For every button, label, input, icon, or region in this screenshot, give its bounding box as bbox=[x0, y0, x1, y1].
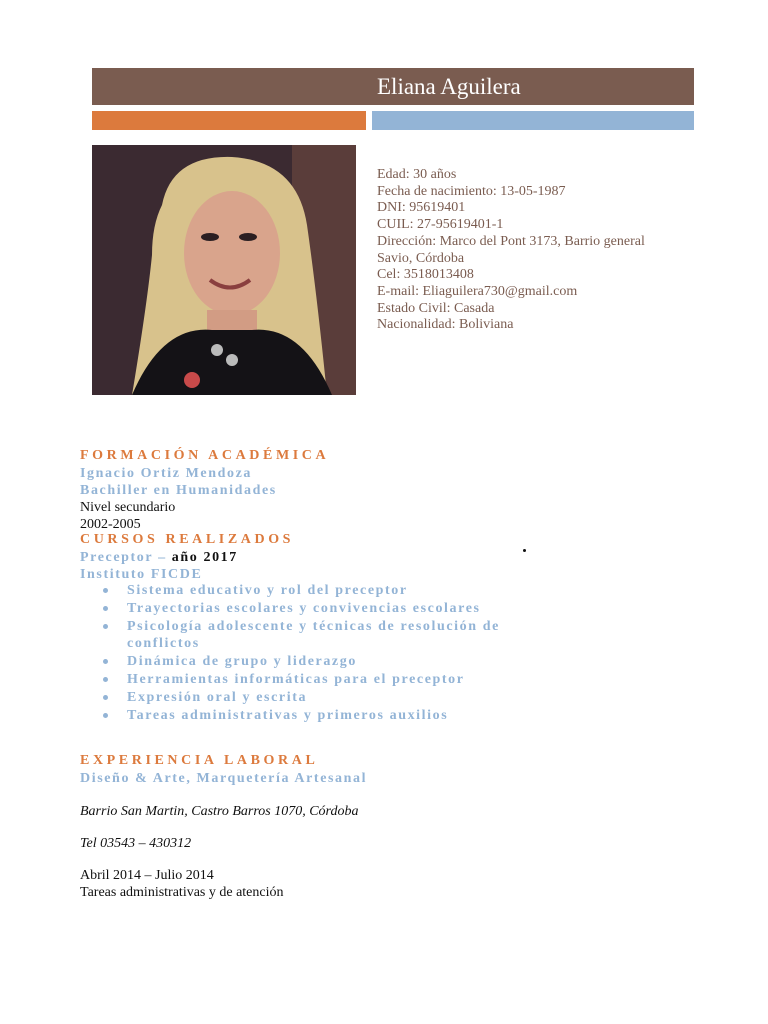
courses-heading: CURSOS REALIZADOS bbox=[80, 532, 295, 547]
list-item bbox=[103, 600, 563, 617]
info-address-city: Savio, Córdoba bbox=[377, 250, 465, 266]
bullet-icon bbox=[103, 713, 108, 718]
list-item bbox=[103, 618, 563, 652]
info-age: Edad: 30 años bbox=[377, 167, 457, 182]
course-title-line bbox=[80, 549, 294, 566]
course-item-text: Psicología adolescente y técnicas de resolución de conflictos bbox=[127, 619, 500, 651]
bullet-icon bbox=[103, 659, 108, 664]
experience-address: Barrio San Martin, Castro Barros 1070, Córdoba bbox=[80, 804, 359, 819]
bullet-icon bbox=[103, 606, 108, 611]
education-level: Nivel secundario bbox=[80, 500, 176, 515]
profile-photo bbox=[92, 145, 356, 395]
info-marital-status: Estado Civil: Casada bbox=[377, 300, 495, 316]
courses-section bbox=[80, 531, 294, 583]
course-item-text: Dinámica de grupo y liderazgo bbox=[127, 654, 357, 669]
experience-company: Diseño & Arte, Marquetería Artesanal bbox=[80, 771, 368, 786]
course-item-text: Tareas administrativas y primeros auxilios bbox=[127, 708, 449, 723]
info-nationality: Nacionalidad: Boliviana bbox=[377, 317, 514, 333]
experience-heading: EXPERIENCIA LABORAL bbox=[80, 753, 319, 768]
experience-tasks: Tareas administrativas y de atención bbox=[80, 885, 284, 900]
info-address: Dirección: Marco del Pont 3173, Barrio general bbox=[377, 233, 645, 249]
course-item-text: Sistema educativo y rol del preceptor bbox=[127, 583, 408, 598]
bullet-icon bbox=[103, 588, 108, 593]
course-item-text: Herramientas informáticas para el preceptor bbox=[127, 672, 465, 687]
education-years: 2002-2005 bbox=[80, 517, 141, 532]
orange-accent-bar bbox=[92, 111, 366, 130]
education-degree: Bachiller en Humanidades bbox=[80, 483, 277, 498]
experience-period: Abril 2014 – Julio 2014 bbox=[80, 868, 214, 883]
stray-dot bbox=[523, 549, 526, 552]
education-section bbox=[80, 447, 329, 533]
experience-phone: Tel 03543 – 430312 bbox=[80, 836, 192, 851]
education-institution: Ignacio Ortiz Mendoza bbox=[80, 466, 253, 481]
bullet-icon bbox=[103, 695, 108, 700]
course-year: año 2017 bbox=[171, 550, 238, 565]
info-dni: DNI: 95619401 bbox=[377, 200, 466, 216]
personal-info bbox=[377, 167, 697, 334]
blue-accent-bar bbox=[372, 111, 694, 130]
info-birthdate: Fecha de nacimiento: 13-05-1987 bbox=[377, 183, 566, 199]
info-email: E-mail: Eliaguilera730@gmail.com bbox=[377, 283, 578, 299]
experience-section bbox=[80, 752, 367, 787]
name-banner bbox=[92, 68, 694, 105]
list-item bbox=[103, 653, 563, 670]
course-institute: Instituto FICDE bbox=[80, 567, 203, 582]
bullet-icon bbox=[103, 624, 108, 629]
course-item-text: Expresión oral y escrita bbox=[127, 690, 308, 705]
info-cuil: CUIL: 27-95619401-1 bbox=[377, 217, 504, 233]
list-item bbox=[103, 707, 563, 724]
education-heading: FORMACIÓN ACADÉMICA bbox=[80, 448, 330, 463]
list-item bbox=[103, 689, 563, 706]
course-title: Preceptor – bbox=[80, 550, 167, 565]
courses-list bbox=[103, 582, 563, 725]
course-item-text: Trayectorias escolares y convivencias escolares bbox=[127, 601, 481, 616]
list-item bbox=[103, 582, 563, 599]
bullet-icon bbox=[103, 677, 108, 682]
candidate-name: Eliana Aguilera bbox=[377, 74, 521, 99]
info-phone: Cel: 3518013408 bbox=[377, 267, 474, 283]
list-item bbox=[103, 671, 563, 688]
